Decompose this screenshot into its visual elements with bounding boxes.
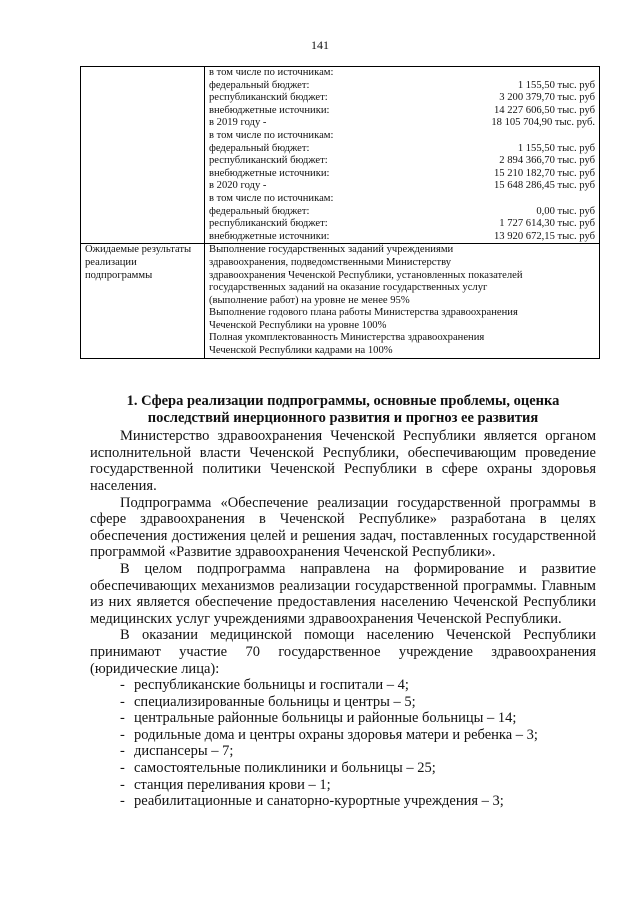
funding-value: 15 648 286,45 тыс. руб [493, 180, 595, 192]
list-item [120, 710, 596, 727]
list-marker: - [120, 677, 125, 694]
funding-label: в 2019 году - [209, 117, 267, 129]
funding-label: в том числе по источникам: [209, 67, 334, 78]
results-lines [209, 244, 595, 357]
list-marker: - [120, 710, 125, 727]
funding-table [80, 66, 600, 359]
results-line: Чеченской Республики на уровне 100% [209, 319, 387, 331]
results-row [81, 244, 600, 358]
funding-line [209, 130, 595, 143]
list-item [120, 760, 596, 777]
funding-label: внебюджетные источники: [209, 104, 330, 116]
list-item [120, 727, 596, 744]
funding-label: федеральный бюджет: [209, 205, 310, 217]
list-item-text: реабилитационные и санаторно-курортные учреждения – 3; [134, 793, 504, 810]
section-content [90, 393, 596, 810]
results-line: государственных заданий на оказание государственных услуг [209, 282, 488, 294]
funding-line [209, 155, 595, 168]
results-cell [205, 244, 600, 358]
funding-label: республиканский бюджет: [209, 218, 328, 230]
results-line: здравоохранения, подведомственными Министерству [209, 256, 452, 268]
page-number: 141 [311, 38, 329, 52]
results-line: Выполнение годового плана работы Министерства здравоохранения [209, 307, 518, 319]
funding-label: республиканский бюджет: [209, 92, 328, 104]
section-paragraphs [90, 428, 596, 677]
funding-value: 14 227 606,50 тыс. руб [493, 104, 595, 116]
results-line: Полная укомплектованность Министерства здравоохранения [209, 332, 485, 344]
funding-label: в 2020 году - [209, 180, 267, 192]
list-marker: - [120, 743, 125, 760]
funding-value: 18 105 704,90 тыс. руб. [491, 117, 595, 129]
list-item [120, 777, 596, 794]
list-marker: - [120, 693, 125, 710]
list-marker: - [120, 760, 125, 777]
funding-value: 3 200 379,70 тыс. руб [499, 92, 595, 104]
funding-line [209, 168, 595, 181]
funding-label: в том числе по источникам: [209, 192, 334, 204]
body-paragraph: В оказании медицинской помощи населению Чеченской Республики принимают участие 70 государственное учреждение здравоохранения (юридические лица): [90, 627, 596, 677]
funding-line [209, 231, 595, 244]
list-item-text: центральные районные больницы и районные больницы – 14; [134, 710, 517, 727]
funding-label: республиканский бюджет: [209, 155, 328, 167]
body-paragraph: Подпрограмма «Обеспечение реализации государственной программы в сфере здравоохранения в Чеченской Республике» разработана в целях обеспечения достижения целей и решения задач, поставленных государственной программой «Развитие здравоохранения Чеченской Республики». [90, 494, 596, 561]
institution-list [90, 677, 596, 810]
funding-values-cell [205, 67, 600, 244]
funding-line [209, 206, 595, 219]
list-item-text: самостоятельные поликлиники и больницы – 25; [134, 760, 436, 777]
list-item-text: специализированные больницы и центры – 5; [134, 693, 416, 710]
funding-label: федеральный бюджет: [209, 79, 310, 91]
list-item-text: диспансеры – 7; [134, 743, 234, 760]
list-marker: - [120, 776, 125, 793]
funding-label: внебюджетные источники: [209, 230, 330, 242]
funding-line [209, 92, 595, 105]
funding-rows [209, 67, 595, 243]
funding-left-cell [81, 67, 205, 244]
funding-row [81, 67, 600, 244]
list-item [120, 793, 596, 810]
list-item [120, 677, 596, 694]
funding-label: в том числе по источникам: [209, 129, 334, 141]
funding-line [209, 193, 595, 206]
list-item [120, 743, 596, 760]
body-paragraph: Министерство здравоохранения Чеченской Республики является органом исполнительной власти Чеченской Республики, обеспечивающим проведение государственной политики Чеченской Республики в сфере охраны здоровья населения. [90, 428, 596, 494]
list-item-text: родильные дома и центры охраны здоровья матери и ребенка – 3; [134, 726, 538, 743]
funding-value: 13 920 672,15 тыс. руб [493, 230, 595, 242]
funding-value: 15 210 182,70 тыс. руб [493, 167, 595, 179]
funding-line [209, 67, 595, 80]
funding-line [209, 80, 595, 93]
funding-line [209, 143, 595, 156]
funding-value: 2 894 366,70 тыс. руб [499, 155, 595, 167]
funding-label: федеральный бюджет: [209, 142, 310, 154]
funding-value: 1 727 614,30 тыс. руб [499, 218, 595, 230]
body-paragraph: В целом подпрограмма направлена на формирование и развитие обеспечивающих механизмов реализации государственной программы. Главным из них является обеспечение предоставления населению Чеченской Республики медицинских услуг учреждениями здравоохранения Чеченской Республики. [90, 560, 596, 627]
list-marker: - [120, 726, 125, 743]
funding-line [209, 218, 595, 231]
funding-label: внебюджетные источники: [209, 167, 330, 179]
funding-value: 0,00 тыс. руб [536, 205, 595, 217]
list-item-text: станция переливания крови – 1; [134, 776, 331, 793]
results-line: Выполнение государственных заданий учреждениями [209, 244, 454, 256]
list-marker: - [120, 793, 125, 810]
funding-line [209, 180, 595, 193]
section-heading: 1. Сфера реализации подпрограммы, основные проблемы, оценка последствий инерционного развития и прогноз ее развития [126, 393, 560, 426]
funding-value: 1 155,50 тыс. руб [517, 142, 595, 154]
list-item-text: республиканские больницы и госпитали – 4; [134, 677, 409, 694]
funding-line [209, 105, 595, 118]
funding-value: 1 155,50 тыс. руб [517, 79, 595, 91]
results-line: здравоохранения Чеченской Республики, установленных показателей [209, 269, 523, 281]
funding-line [209, 117, 595, 130]
results-line: (выполнение работ) на уровне не менее 95% [209, 294, 410, 306]
results-label-cell [81, 244, 205, 358]
results-label: Ожидаемые результаты реализации подпрограммы [85, 244, 192, 281]
results-line: Чеченской Республики кадрами на 100% [209, 345, 393, 357]
list-item [120, 694, 596, 711]
